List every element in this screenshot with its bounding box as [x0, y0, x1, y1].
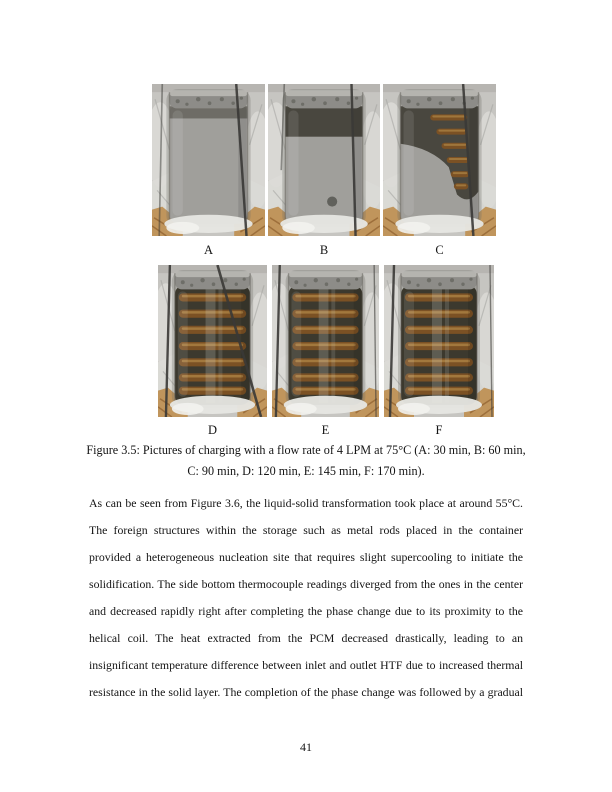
figure-3-5 — [152, 84, 496, 444]
paragraph-line: and decreased rapidly right after completing the phase change due to its proximity to the — [89, 604, 523, 618]
figure-caption-line-2: C: 90 min, D: 120 min, E: 145 min, F: 170 min). — [187, 464, 425, 478]
figure-cell-d — [158, 265, 267, 444]
photo-a — [152, 84, 265, 236]
body-paragraph — [89, 490, 523, 706]
figure-caption — [0, 440, 612, 482]
figure-cell-e — [272, 265, 379, 444]
photo-row-top — [152, 84, 496, 265]
photo-label-b: B — [319, 243, 329, 257]
photo-label-f: F — [435, 423, 443, 437]
photo-label-e: E — [321, 423, 330, 437]
figure-cell-c — [383, 84, 496, 265]
figure-cell-a — [152, 84, 265, 265]
figure-caption-line-1: Figure 3.5: Pictures of charging with a flow rate of 4 LPM at 75°C (A: 30 min, B: 60 min, — [86, 443, 526, 457]
photo-b — [268, 84, 380, 236]
photo-c — [383, 84, 496, 236]
paragraph-line: solidification. The side bottom thermocouple readings diverged from the ones in the center — [89, 577, 523, 591]
figure-cell-b — [268, 84, 380, 265]
paragraph-line: The foreign structures within the storage such as metal rods placed in the container — [89, 523, 523, 537]
paragraph-line: resistance in the solid layer. The completion of the phase change was followed by a gradual — [89, 685, 523, 699]
photo-f — [384, 265, 494, 417]
figure-cell-f — [384, 265, 494, 444]
photo-label-a: A — [203, 243, 214, 257]
photo-d — [158, 265, 267, 417]
photo-row-bottom — [158, 265, 496, 444]
paragraph-line: insignificant temperature difference between inlet and outlet HTF due to increased thermal — [89, 658, 523, 672]
paragraph-line: helical coil. The heat extracted from the PCM decreased drastically, leading to an — [89, 631, 523, 645]
photo-label-d: D — [207, 423, 218, 437]
photo-label-c: C — [435, 243, 444, 257]
photo-e — [272, 265, 379, 417]
page-number: 41 — [300, 740, 312, 754]
paragraph-line: provided a heterogeneous nucleation site that requires slight supercooling to initiate the — [89, 550, 523, 564]
paragraph-line: As can be seen from Figure 3.6, the liquid-solid transformation took place at around 55°C. — [89, 496, 523, 510]
